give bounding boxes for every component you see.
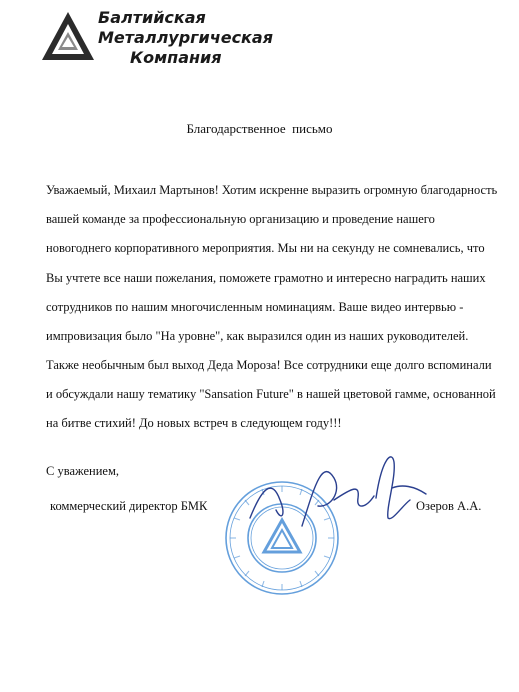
body-line: и обсуждали нашу тематику "Sansation Future" в нашей цветовой гамме, основанной [46,387,496,401]
body-line: Уважаемый, Михаил Мартынов! Хотим искренне выразить огромную благодарность [46,183,498,197]
triangle-logo-icon [40,10,96,62]
letter-title: Благодарственное письмо [186,121,333,136]
signer-name: Озеров А.А. [416,499,482,513]
body-line: вашей команде за профессиональную организацию и проведение нашего [46,212,435,226]
company-name-line2: Металлургическая [98,28,273,47]
body-line: сотрудников по нашим многочисленным номинациям. Ваше видео интервью - [46,300,464,314]
body-line: Вы учтете все наши пожелания, поможете грамотно и интересно наградить наших [46,271,486,285]
body-line: импровизация было "На уровне", как выразился один из наших руководителей. [46,329,469,343]
body-line: новогоднего корпоративного мероприятия. Мы ни на секунду не сомневались, что [46,241,485,255]
body-line: на битве стихий! До новых встреч в следующем году!!! [46,416,342,430]
company-name-line3: Компания [130,48,222,67]
company-name-line1: Балтийская [98,8,206,27]
body-line: Также необычным был выход Деда Мороза! Все сотрудники еще долго вспоминали [46,358,492,372]
signer-position: коммерческий директор БМК [50,499,208,513]
handwritten-signature-icon [242,448,432,528]
closing-phrase: С уважением, [46,464,119,478]
